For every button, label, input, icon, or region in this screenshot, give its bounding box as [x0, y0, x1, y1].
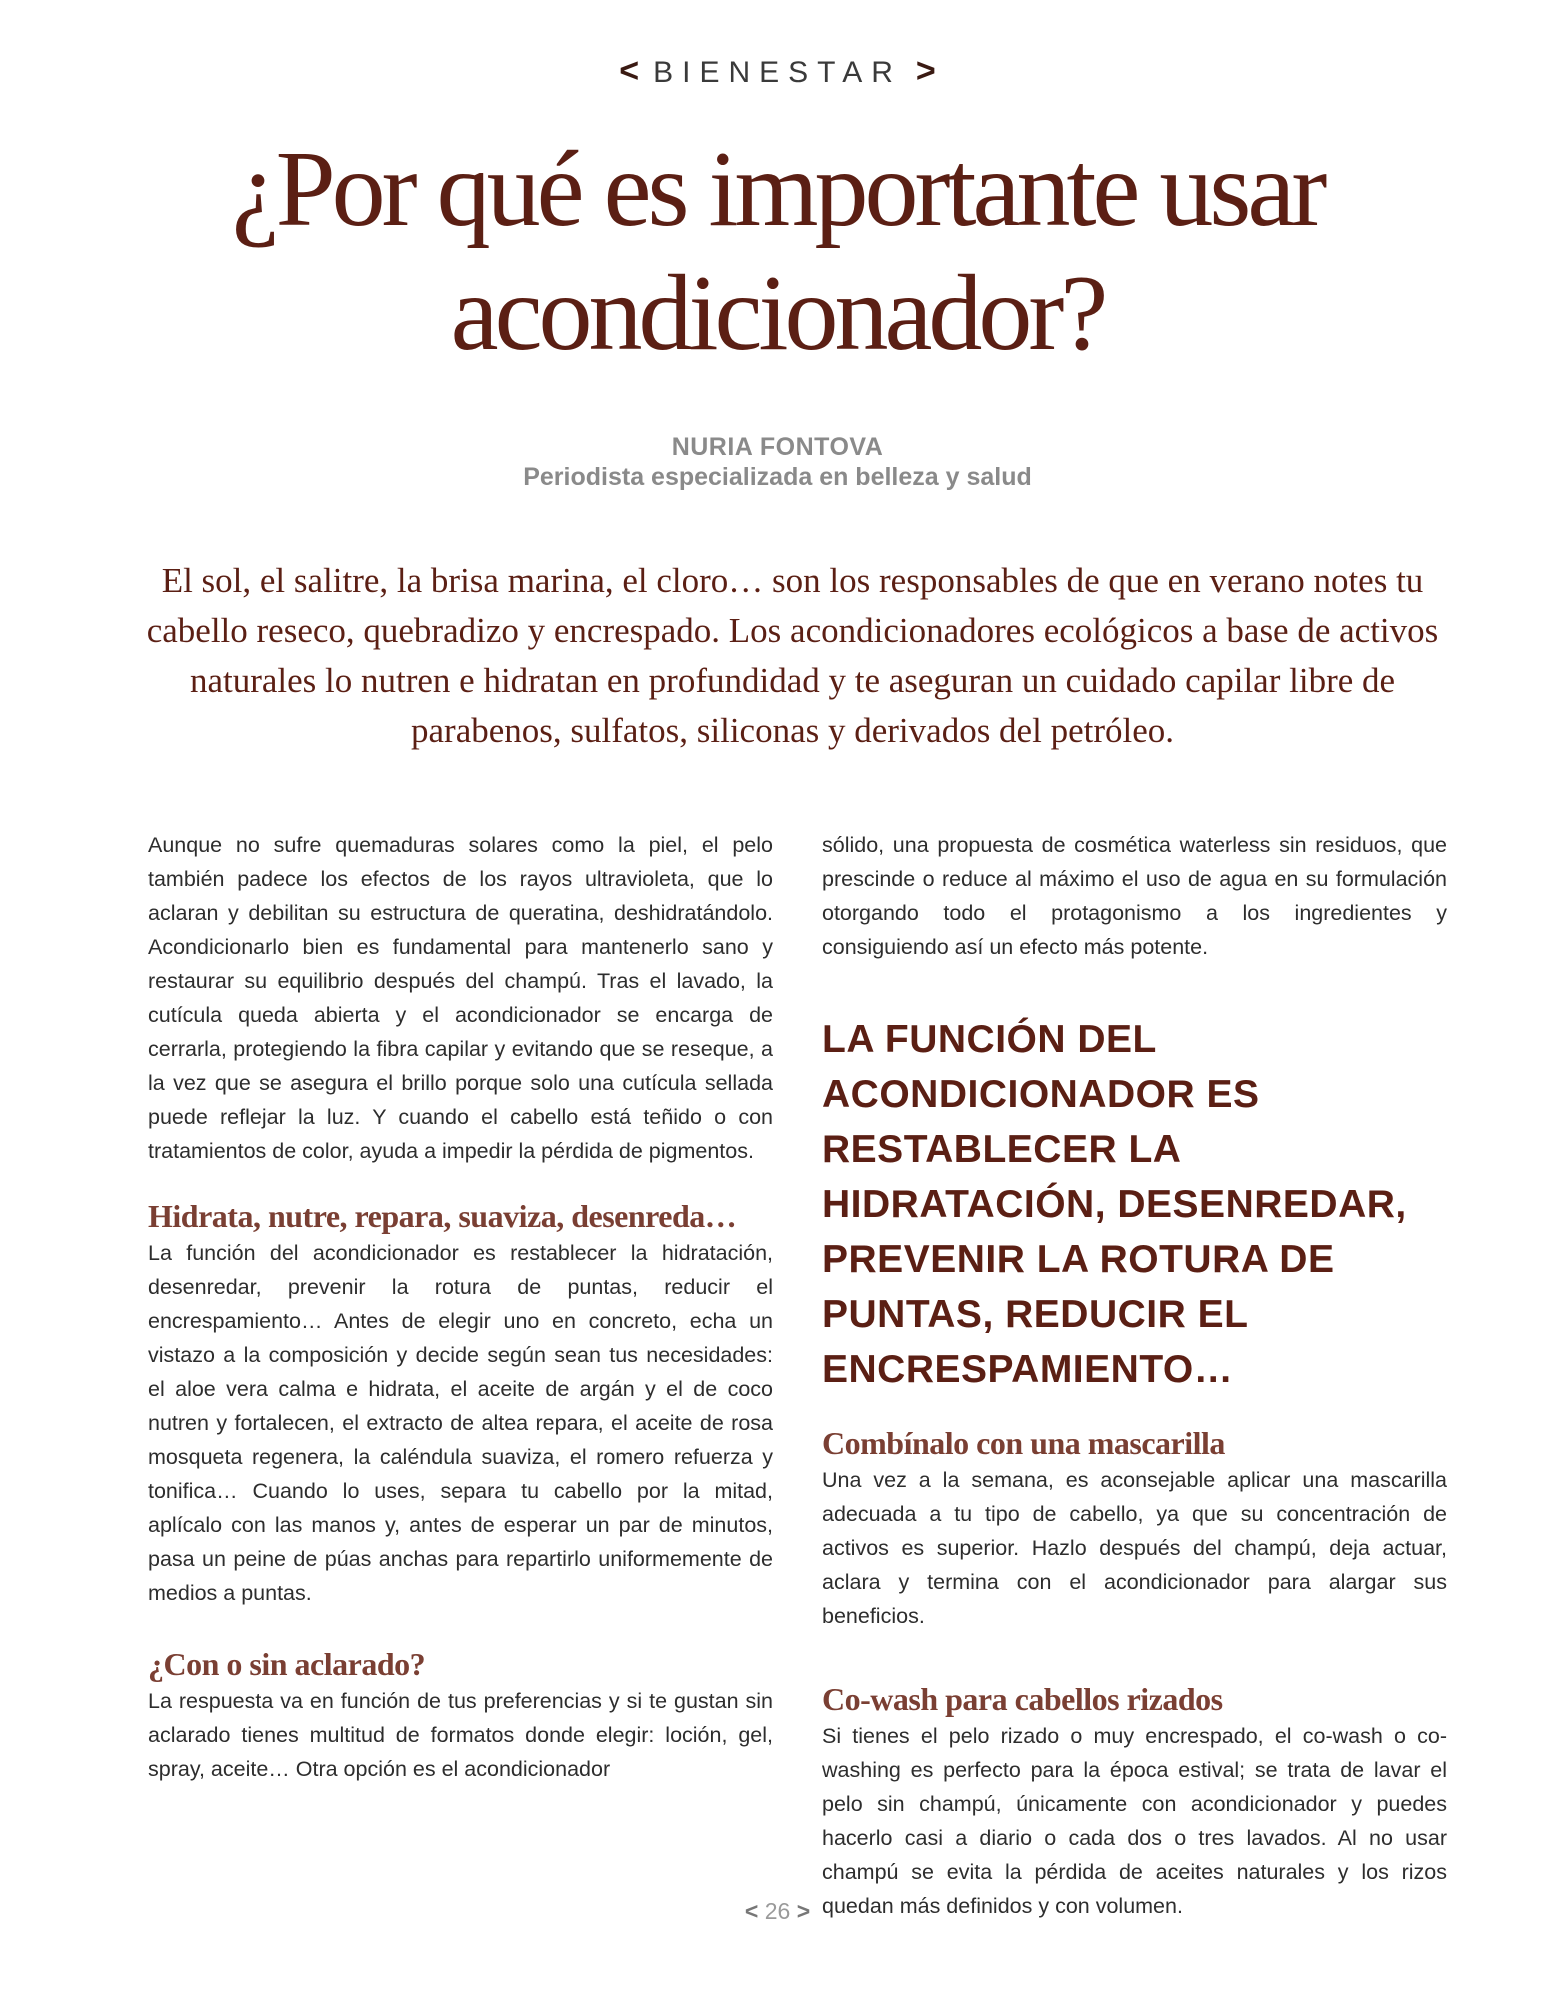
body-paragraph-cowash: Si tienes el pelo rizado o muy encrespado, el co-wash o co-washing es perfecto para la época estival; se trata de lavar el pelo sin champú, únicamente con acondicionador y puedes hacerlo casi a diario o cada dos o tres lavados. Al no usar champú se evita la pérdida de aceites naturales y los rizos quedan más definidos y con volumen. [822, 1724, 1447, 1918]
subheading-hidrata: Hidrata, nutre, repara, suaviza, desenreda… [148, 1198, 737, 1234]
page-right-chevron-icon: > [796, 1898, 811, 1924]
body-paragraph-aclarado: La respuesta va en función de tus preferencias y si te gustan sin aclarado tienes multitud de formatos donde elegir: loción, gel, spray, aceite… Otra opción es el acondicionador [148, 1689, 773, 1781]
left-chevron-icon: < [619, 52, 640, 90]
page-left-chevron-icon: < [744, 1898, 759, 1924]
body-paragraph-hidrata: La función del acondicionador es restablecer la hidratación, desenredar, prevenir la rotura de puntas, reducir el encrespamiento… Antes de elegir uno en concreto, echa un vistazo a la composición y decide según sean tus necesidades: el aloe vera calma e hidrata, el aceite de argán y el de coco nutren y fortalecen, el extracto de altea repara, el aceite de rosa mosqueta regenera, la caléndula suaviza, el romero refuerza y tonifica… Cuando lo uses, separa tu cabello por la mitad, aplícalo con las manos y, antes de esperar un par de minutos, pasa un peine de púas anchas para repartirlo uniformemente de medios a puntas. [148, 1241, 773, 1605]
subheading-mascarilla: Combínalo con una mascarilla [822, 1425, 1225, 1461]
author-name: NURIA FONTOVA [671, 433, 884, 461]
left-column [148, 828, 773, 1786]
section-name: BIENESTAR [653, 56, 902, 89]
page-number [0, 1898, 1555, 1925]
right-chevron-icon: > [915, 52, 936, 90]
lede-paragraph: El sol, el salitre, la brisa marina, el cloro… son los responsables de que en verano notes tu cabello reseco, quebradizo y encrespado. Los acondicionadores ecológicos a base de activos naturales lo nutren e hidratan en profundidad y te aseguran un cuidado capilar libre de parabenos, sulfatos, siliconas y derivados del petróleo. [146, 561, 1439, 750]
right-column [822, 828, 1447, 1923]
author-role: Periodista especializada en belleza y salud [523, 463, 1032, 491]
byline [0, 432, 1555, 492]
body-paragraph-mascarilla: Una vez a la semana, es aconsejable aplicar una mascarilla adecuada a tu tipo de cabello, ya que su concentración de activos es superior. Hazlo después del champú, deja actuar, aclara y termina con el acondicionador para alargar sus beneficios. [822, 1468, 1447, 1628]
page-number-value: 26 [764, 1898, 791, 1924]
subheading-aclarado: ¿Con o sin aclarado? [148, 1646, 426, 1682]
continuation-paragraph: sólido, una propuesta de cosmética waterless sin residuos, que prescinde o reduce al máximo el uso de agua en su formulación otorgando todo el protagonismo a los ingredientes y consiguiendo así un efecto más potente. [822, 833, 1447, 959]
subheading-cowash: Co-wash para cabellos rizados [822, 1681, 1223, 1717]
pull-quote: LA FUNCIÓN DEL ACONDICIONADOR ES RESTABLECER LA HIDRATACIÓN, DESENREDAR, PREVENIR LA ROTURA DE PUNTAS, REDUCIR EL ENCRESPAMIENTO… [822, 1018, 1407, 1391]
article-title: ¿Por qué es importante usar acondicionador? [231, 130, 1324, 373]
section-tag [0, 52, 1555, 91]
intro-paragraph: Aunque no sufre quemaduras solares como la piel, el pelo también padece los efectos de los rayos ultravioleta, que lo aclaran y debilitan su estructura de queratina, deshidratándolo. Acondicionarlo bien es fundamental para mantenerlo sano y restaurar su equilibrio después del champú. Tras el lavado, la cutícula queda abierta y el acondicionador se encarga de cerrarla, protegiendo la fibra capilar y evitando que se reseque, a la vez que se asegura el brillo porque solo una cutícula sellada puede reflejar la luz. Y cuando el cabello está teñido o con tratamientos de color, ayuda a impedir la pérdida de pigmentos. [148, 833, 773, 1163]
